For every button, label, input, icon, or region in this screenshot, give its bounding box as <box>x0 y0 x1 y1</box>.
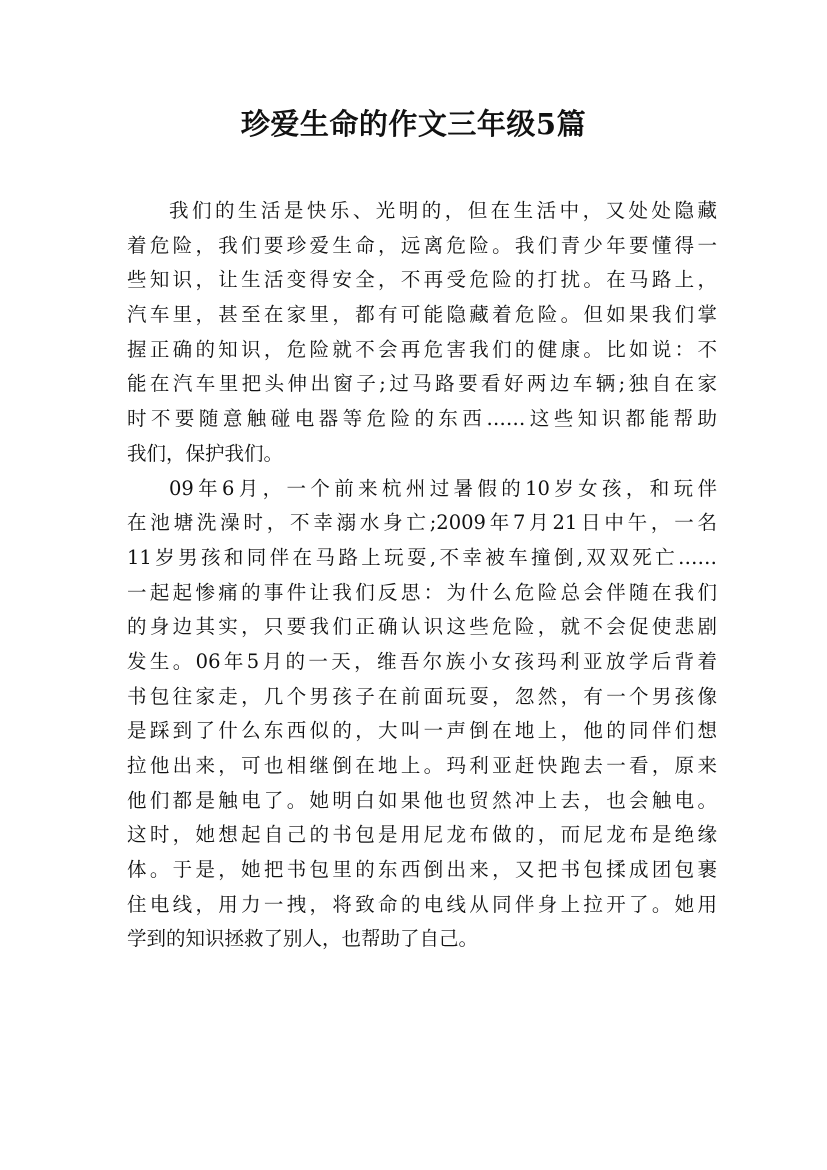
paragraph-2-line-2: 在池塘洗澡时，不幸溺水身亡;2009年7月21日中午，一名 <box>127 511 717 535</box>
document-body <box>127 194 717 957</box>
paragraph-2-line-9: 拉他出来，可也相继倒在地上。玛利亚赶快跑去一看，原来 <box>127 754 717 777</box>
paragraph-2-line-3: 11岁男孩和同伴在马路上玩耍,不幸被车撞倒,双双死亡…… <box>127 545 717 569</box>
paragraph-2-line-14: 学到的知识拯救了别人，也帮助了自己。 <box>127 927 479 951</box>
paragraph-1-line-6: 能在汽车里把头伸出窗子;过马路要看好两边车辆;独自在家 <box>127 372 717 396</box>
paragraph-1-line-5: 握正确的知识，危险就不会再危害我们的健康。比如说：不 <box>127 337 717 361</box>
paragraph-2-line-7: 书包往家走，几个男孩子在前面玩耍，忽然，有一个男孩像 <box>127 684 717 708</box>
paragraph-2-line-12: 体。于是，她把书包里的东西倒出来，又把书包揉成团包裹 <box>127 858 717 882</box>
paragraph-1-line-7: 时不要随意触碰电器等危险的东西……这些知识都能帮助 <box>127 407 717 431</box>
paragraph-2-line-10: 他们都是触电了。她明白如果他也贸然冲上去，也会触电。 <box>127 788 717 812</box>
paragraph-2-line-11: 这时，她想起自己的书包是用尼龙布做的，而尼龙布是绝缘 <box>127 823 717 847</box>
paragraph-1-line-3: 些知识，让生活变得安全，不再受危险的打扰。在马路上， <box>127 268 717 292</box>
document-title: 珍爱生命的作文三年级5篇 <box>240 107 587 141</box>
paragraph-1-line-2: 着危险，我们要珍爱生命，远离危险。我们青少年要懂得一 <box>127 233 717 257</box>
paragraph-2-line-5: 的身边其实，只要我们正确认识这些危险，就不会促使悲剧 <box>127 615 717 639</box>
paragraph-1-line-8: 我们，保护我们。 <box>127 441 284 465</box>
paragraph-1-line-4: 汽车里，甚至在家里，都有可能隐藏着危险。但如果我们掌 <box>127 303 717 327</box>
paragraph-2-line-13: 住电线，用力一拽，将致命的电线从同伴身上拉开了。她用 <box>127 892 717 916</box>
paragraph-2-line-4: 一起起惨痛的事件让我们反思：为什么危险总会伴随在我们 <box>127 580 717 604</box>
paragraph-2-line-8: 是踩到了什么东西似的，大叫一声倒在地上，他的同伴们想 <box>127 719 717 743</box>
paragraph-2-line-6: 发生。06年5月的一天，维吾尔族小女孩玛利亚放学后背着 <box>127 649 717 673</box>
paragraph-2-line-1: 09年6月，一个前来杭州过暑假的10岁女孩，和玩伴 <box>169 476 717 500</box>
paragraph-1-line-1: 我们的生活是快乐、光明的，但在生活中，又处处隐藏 <box>169 199 717 222</box>
